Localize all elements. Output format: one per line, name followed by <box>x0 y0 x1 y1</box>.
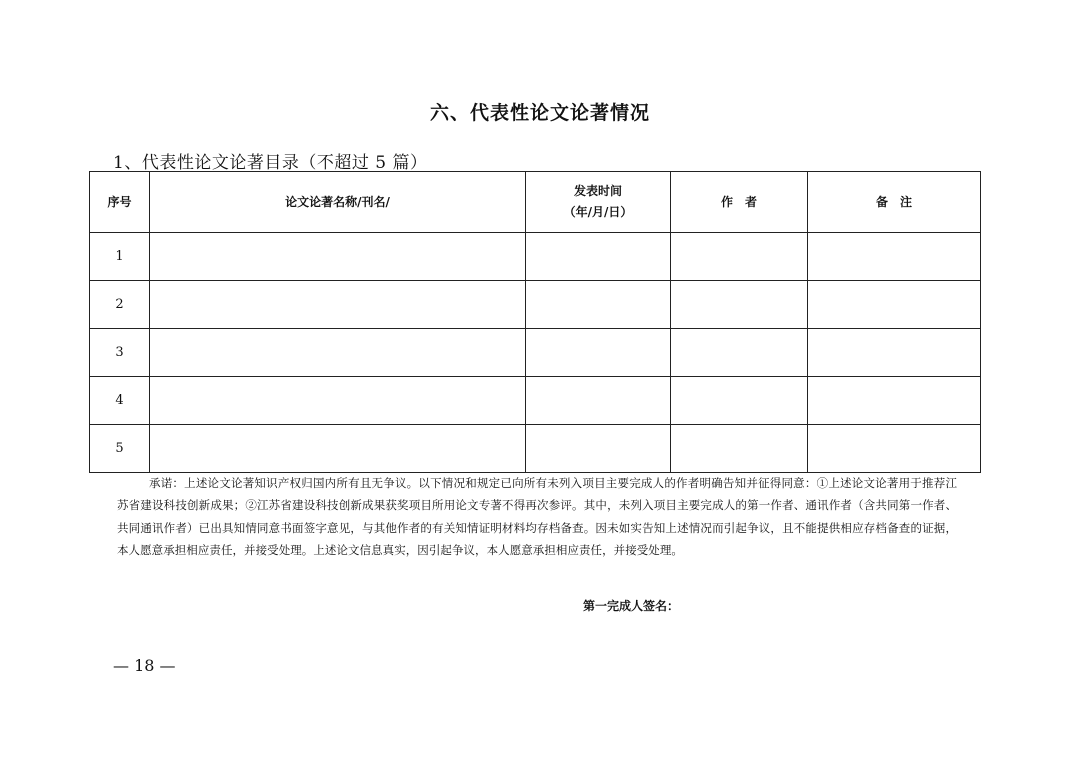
remark-cell[interactable] <box>808 425 981 473</box>
header-date-line2: （年/月/日） <box>563 205 633 219</box>
author-cell[interactable] <box>671 281 808 329</box>
header-publish-date <box>526 172 671 233</box>
date-cell[interactable] <box>526 281 671 329</box>
date-cell[interactable] <box>526 329 671 377</box>
remark-cell[interactable] <box>808 377 981 425</box>
date-cell[interactable] <box>526 233 671 281</box>
table-row <box>90 425 981 473</box>
author-cell[interactable] <box>671 377 808 425</box>
author-cell[interactable] <box>671 425 808 473</box>
signature-label: 第一完成人签名： <box>583 599 680 613</box>
remark-cell[interactable] <box>808 329 981 377</box>
header-remark: 备 注 <box>808 172 981 233</box>
page-title: 六、代表性论文论著情况 <box>429 102 650 124</box>
remark-cell[interactable] <box>808 233 981 281</box>
table-header-row <box>90 172 981 233</box>
date-cell[interactable] <box>526 377 671 425</box>
remark-cell[interactable] <box>808 281 981 329</box>
date-cell[interactable] <box>526 425 671 473</box>
row-number: 1 <box>90 233 150 281</box>
commitment-statement: 承诺：上述论文论著知识产权归国内所有且无争议。以下情况和规定已向所有未列入项目主要完成人的作者明确告知并征得同意：①上述论文论著用于推荐江苏省建设科技创新成果；②江苏省建设科技创新成果获奖项目所用论文专著不得再次参评。其中，未列入项目主要完成人的第一作者、通讯作者（含共同第一作者、共同通讯作者）已出具知情同意书面签字意见，与其他作者的有关知情证明材料均存档备查。因未如实告知上述情况而引起争议，且不能提供相应存档备查的证据，本人愿意承担相应责任，并接受处理。上述论文信息真实，因引起争议，本人愿意承担相应责任，并接受处理。 <box>117 476 957 558</box>
row-number: 2 <box>90 281 150 329</box>
title-cell[interactable] <box>150 377 526 425</box>
header-author: 作 者 <box>671 172 808 233</box>
author-cell[interactable] <box>671 329 808 377</box>
title-cell[interactable] <box>150 425 526 473</box>
section-heading: 1、代表性论文论著目录（不超过 5 篇） <box>113 153 428 173</box>
table-row <box>90 329 981 377</box>
row-number: 3 <box>90 329 150 377</box>
row-number: 4 <box>90 377 150 425</box>
page-number: — 18 — <box>113 656 176 675</box>
title-cell[interactable] <box>150 329 526 377</box>
header-seq: 序号 <box>90 172 150 233</box>
title-cell[interactable] <box>150 233 526 281</box>
header-date-line1: 发表时间 <box>573 184 622 198</box>
row-number: 5 <box>90 425 150 473</box>
table-row <box>90 233 981 281</box>
works-table <box>89 171 981 473</box>
author-cell[interactable] <box>671 233 808 281</box>
table-row <box>90 377 981 425</box>
table-row <box>90 281 981 329</box>
header-title: 论文论著名称/刊名/ <box>150 172 526 233</box>
title-cell[interactable] <box>150 281 526 329</box>
